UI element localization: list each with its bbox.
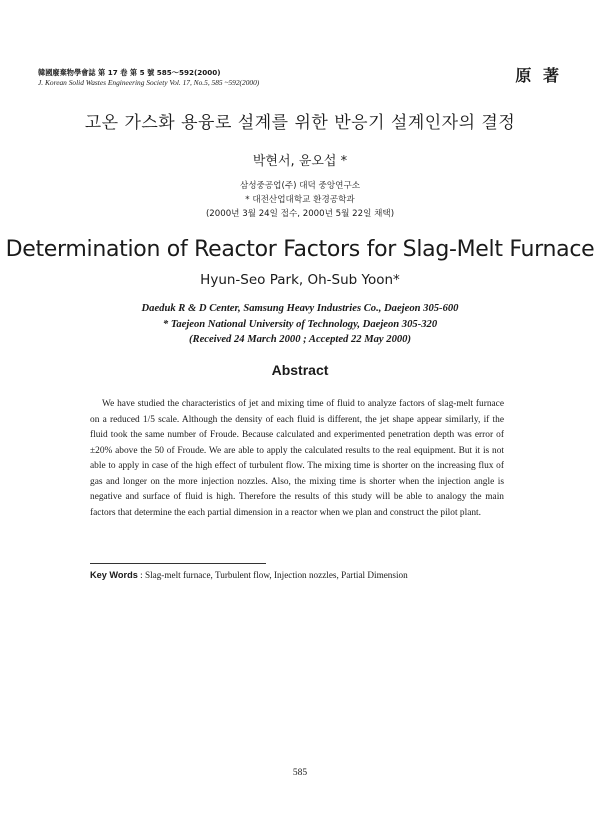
korean-affiliation-1: 삼성중공업(주) 대덕 중앙연구소 xyxy=(239,181,361,191)
keywords-text: : Slag-melt furnace, Turbulent flow, Injection nozzles, Partial Dimension xyxy=(140,570,408,580)
journal-citation xyxy=(38,68,259,88)
korean-affiliations xyxy=(0,179,600,221)
abstract-heading: Abstract xyxy=(271,362,329,378)
korean-authors: 박현서, 윤오섭 * xyxy=(252,154,348,169)
abstract-body xyxy=(90,397,504,521)
korean-title: 고온 가스화 용융로 설계를 위한 반응기 설계인자의 결정 xyxy=(84,113,516,133)
article-type-label: 原 著 xyxy=(515,66,562,85)
abstract-text: We have studied the characteristics of jet and mixing time of fluid to analyze factors of slag-melt furnace on a reduced 1/5 scale. Although the density of each fluid is different, the jet shape appear similarly, if the fluid took the same number of Froude. Because calculated and experimented penetration depth was error of ±20% above the 50 of Froude. We are able to apply the calculated results to the real equipment. But it is not able to apply in case of the high effect of turbulent flow. The mixing time is shorter on the increasing flux of gas and longer on the more injection nozzles. Also, the mixing time is shorter when the injection angle is negative and surface of fluid is high. Therefore the results of this study will be able to analogy the main factors that determine the each partial dimension in a reactor when we plan and construct the pilot plant. xyxy=(90,399,504,518)
journal-citation-korean: 韓國廢棄物學會誌 第 17 卷 第 5 號 585～592(2000) xyxy=(38,68,221,77)
keywords-divider xyxy=(90,563,266,564)
english-received-dates: (Received 24 March 2000 ; Accepted 22 May 2000) xyxy=(188,334,412,345)
english-affiliations xyxy=(0,301,600,348)
english-affiliation-2: * Taejeon National University of Technology, Daejeon 305-320 xyxy=(162,318,438,330)
korean-received-dates: (2000년 3월 24일 접수, 2000년 5월 22일 채택) xyxy=(205,209,395,219)
english-affiliation-1: Daeduk R & D Center, Samsung Heavy Industries Co., Daejeon 305-600 xyxy=(141,303,459,314)
journal-citation-english: J. Korean Solid Wastes Engineering Society Vol. 17, No.5, 585 ~592(2000) xyxy=(38,78,260,87)
keywords xyxy=(90,570,408,580)
page-number: 585 xyxy=(292,768,308,778)
english-authors: Hyun-Seo Park, Oh-Sub Yoon* xyxy=(200,272,400,288)
korean-affiliation-2: * 대전산업대학교 환경공학과 xyxy=(245,195,355,205)
keywords-label: Key Words xyxy=(90,570,138,580)
english-title: Determination of Reactor Factors for Slag-Melt Furnace xyxy=(5,237,595,262)
